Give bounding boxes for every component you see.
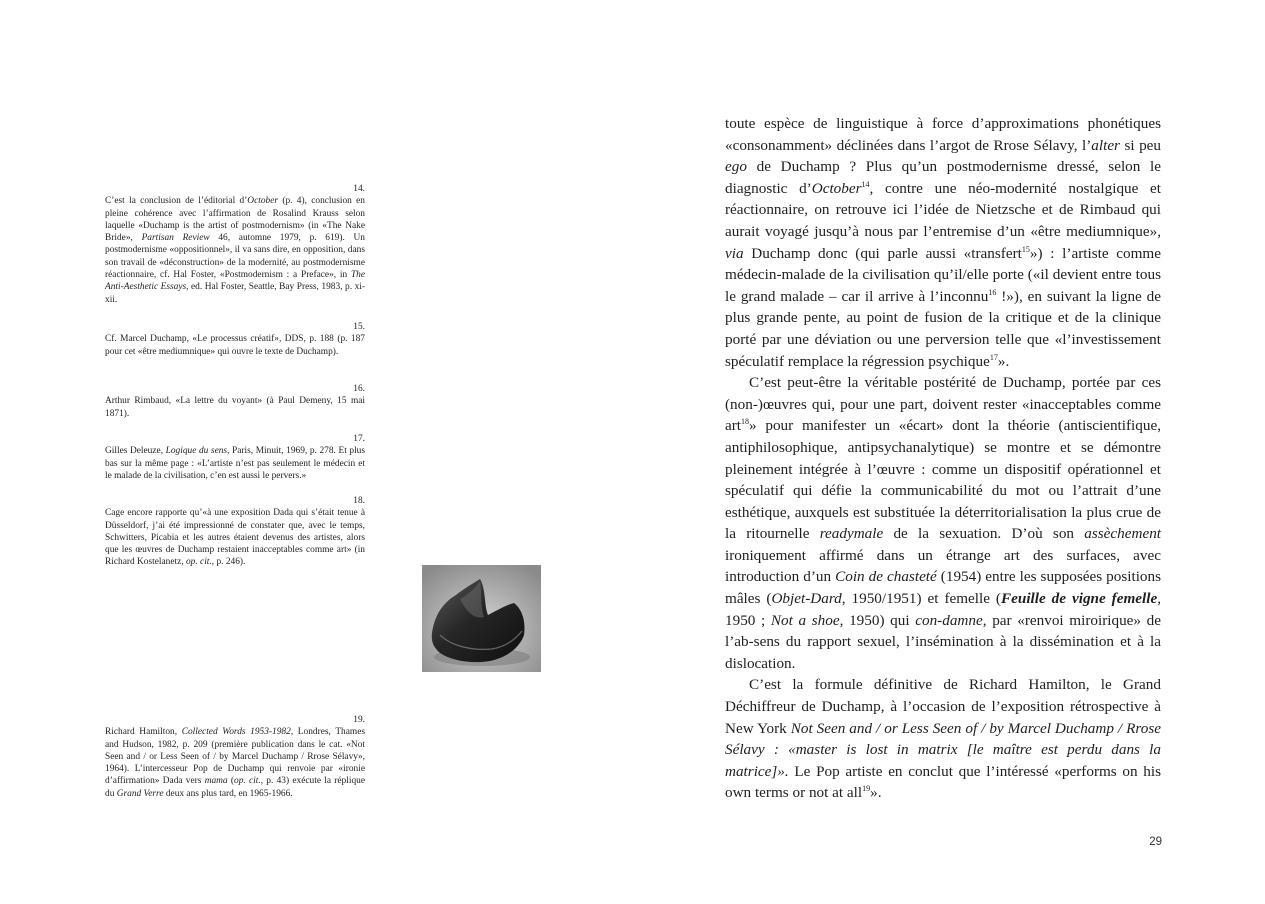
footnote-14 <box>105 183 365 306</box>
footnote-16 <box>105 383 365 420</box>
footnote-ref[interactable]: 14 <box>861 179 870 189</box>
footnote-ref[interactable]: 15 <box>1021 244 1030 254</box>
footnote-number: 14. <box>353 184 365 194</box>
footnote-text: Cf. Marcel Duchamp, «Le processus créatif», DDS, p. 188 (p. 187 pour cet «être mediumnique» qui ouvre le texte de Duchamp). <box>105 334 365 357</box>
page-number: 29 <box>1149 836 1162 848</box>
paragraph-3: C’est la formule définitive de Richard Hamilton, le Grand Déchiffreur de Duchamp, à l’occasion de l’exposition rétrospective à New York Not Seen and / or Less Seen of / by Marcel Duchamp / Rrose Sélavy : «master is lost in matrix [le maître est perdu dans la matrice]». Le Pop artiste en conclut que l’intéressé «performs on his own terms or not at all$^{19}$». <box>725 676 1161 802</box>
footnote-number: 17. <box>353 434 365 444</box>
paragraph-2: C’est peut-être la véritable postérité de Duchamp, portée par ces (non-)œuvres qui, pour une part, doivent rester «inacceptables comme art$^{18}$» pour manifester un «écart» dont la théorie (antiscientifique, antiphilosophique, antipsychanalytique) se montre et se démontre pleinement intégrée à l’œuvre : comme un dispositif opérationnel et spéculatif qui défie la communicabilité du mot ou l’attrait d’une esthétique, auxquels est substituée la déterritorialisation la plus crue de la ritournelle readymale de la sexuation. D’où son assèchement ironiquement affirmé dans un étrange art des surfaces, avec introduction d’un Coin de chasteté (1954) entre les supposées positions mâles (Objet-Dard, 1950/1951) et femelle (Feuille de vigne femelle, 1950 ; Not a shoe, 1950) qui con-damne, par «renvoi miroirique» de l’ab-sens du rapport sexuel, l’insémination à la dissémination et à la dislocation. <box>725 374 1162 672</box>
footnote-text: Cage encore rapporte qu’«à une exposition Dada qui s’était tenue à Düsseldorf, j’ai été impressionné de constater que, avec le temps, Schwitters, Picabia et les autres étaient devenus des artistes, alors que les œuvres de Duchamp restaient inacceptables comme art» (in Richard Kostelanetz, op. cit., p. 246). <box>105 508 365 568</box>
footnote-text: Richard Hamilton, Collected Words 1953-1982, Londres, Thames and Hudson, 1982, p. 209 (première publication dans le cat. «Not Seen and / or Less Seen of / by Marcel Duchamp / Rrose Sélavy», 1964). L’intercesseur Pop de Duchamp qui renvoie par «ironie d’affirmation» Dada vers mama (op. cit., p. 43) exécute la réplique du Grand Verre deux ans plus tard, en 1965-1966. <box>105 727 365 799</box>
footnote-ref[interactable]: 17 <box>989 352 998 362</box>
footnote-text: C’est la conclusion de l’éditorial d’October (p. 4), conclusion en pleine cohérence avec l’affirmation de Rosalind Krauss selon laquelle «Duchamp is the artist of postmodernism» (in «The Nake Bride», Partisan Review 46, automne 1979, p. 619). Un postmodernisme «oppositionnel», il va sans dire, en opposition, dans son travail de «déconstruction» de la modernité, au postmodernisme réactionnaire, cf. Hal Foster, «Postmodernism : a Preface», in The Anti-Aesthetic Essays, ed. Hal Foster, Seattle, Bay Press, 1983, p. xi-xii. <box>105 196 365 305</box>
sculpture-image <box>422 565 541 672</box>
footnote-text: Arthur Rimbaud, «La lettre du voyant» (à Paul Demeny, 15 mai 1871). <box>105 396 365 419</box>
footnote-ref[interactable]: 18 <box>741 417 750 427</box>
footnote-number: 15. <box>353 322 365 332</box>
body-text <box>725 113 1161 804</box>
paragraph-1: toute espèce de linguistique à force d’approximations phonétiques «consonamment» déclinées dans l’argot de Rrose Sélavy, l’alter si peu ego de Duchamp ? Plus qu’un postmodernisme dressé, selon le diagnostic d’October$^{14}$, contre une néo-modernité nostalgique et réactionnaire, on retrouve ici l’idée de Nietzsche et de Rimbaud qui aurait voyagé jusqu’à nous par l’entremise d’un «être mediumnique», via Duchamp donc (qui parle aussi «transfert$^{15}$») : l’artiste comme médecin-malade de la civilisation qu’il/elle porte («il devient entre tous le grand malade – car il arrive à l’inconnu$^{16}$ !»), en suivant la ligne de plus grande pente, au point de fusion de la critique et de la clinique porté par une déviation ou une perversion telle que «l’investissement spéculatif remplace la régression psychique$^{17}$». <box>725 115 1162 370</box>
footnote-number: 16. <box>353 384 365 394</box>
footnote-ref[interactable]: 19 <box>862 784 871 794</box>
footnote-text: Gilles Deleuze, Logique du sens, Paris, Minuit, 1969, p. 278. Et plus bas sur la même page : «L’artiste n’est pas seulement le médecin et le malade de la civilisation, c’en est aussi le pervers.» <box>105 446 366 481</box>
footnote-19 <box>105 714 365 800</box>
footnote-ref[interactable]: 16 <box>988 287 997 297</box>
sculpture-photo <box>422 565 541 672</box>
footnote-18 <box>105 495 365 569</box>
footnote-number: 19. <box>353 715 365 725</box>
footnote-number: 18. <box>353 496 365 506</box>
footnote-17 <box>105 433 365 482</box>
footnote-15 <box>105 321 365 358</box>
